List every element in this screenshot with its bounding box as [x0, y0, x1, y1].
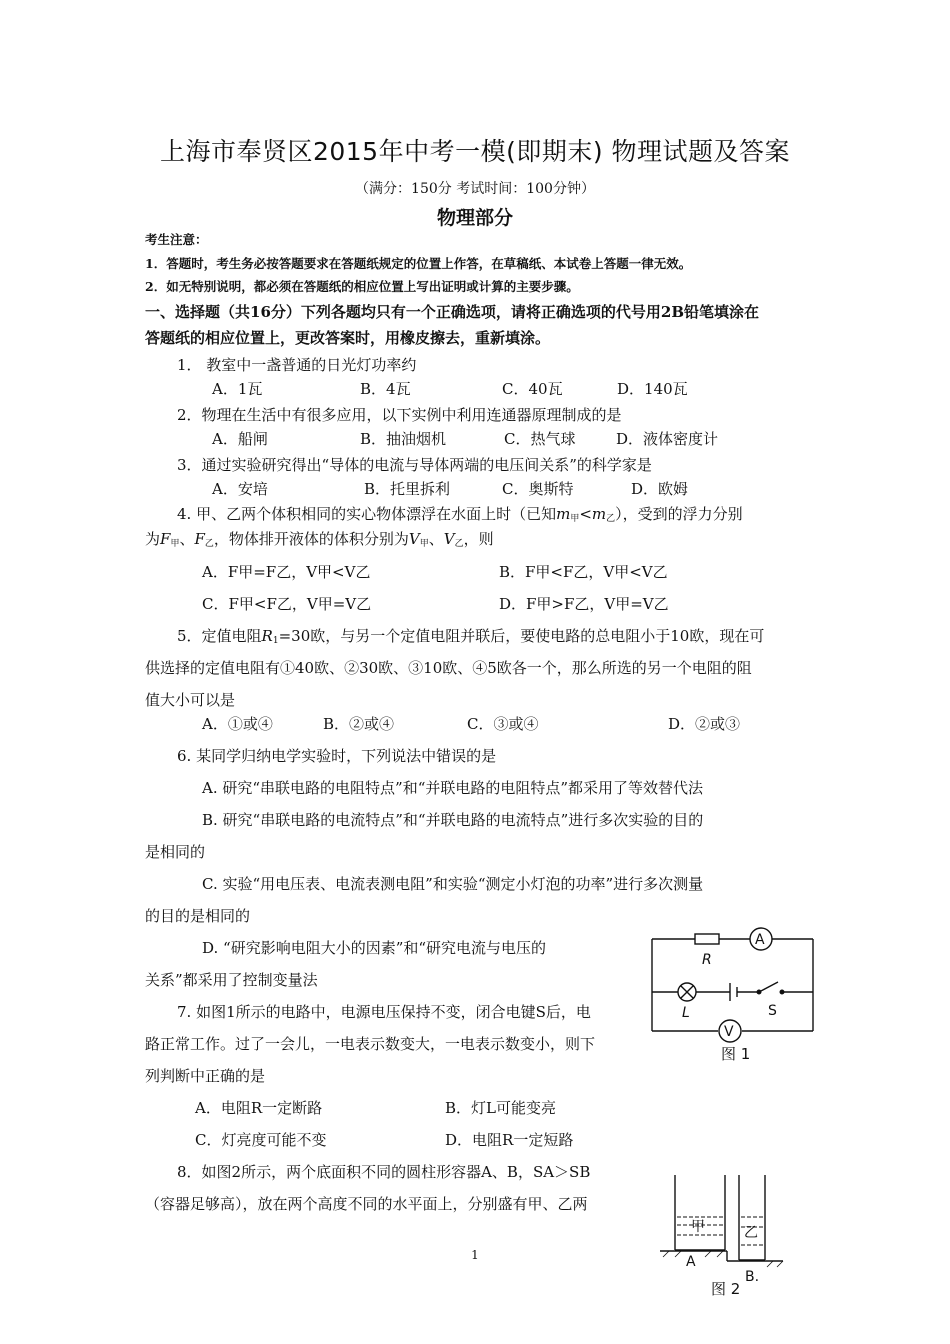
liquid-a-label: 甲 [691, 1219, 705, 1235]
q2-option-c: C．热气球 [504, 430, 576, 448]
q5-option-b: B．②或④ [323, 715, 395, 733]
switch-s-label: S [768, 1003, 777, 1019]
q7-option-a: A．电阻R一定断路 [195, 1099, 323, 1117]
q4-option-d: D．F甲>F乙，V甲=V乙 [499, 595, 669, 613]
q3-stem: 3．通过实验研究得出“导体的电流与导体两端的电压间关系”的科学家是 [177, 456, 652, 474]
exam-info: （满分：150分 考试时间：100分钟） [355, 181, 595, 197]
q6-option-b-line1: B. 研究“串联电路的电流特点”和“并联电路的电流特点”进行多次实验的目的 [202, 811, 704, 829]
q7-line2: 路正常工作。过了一会儿，一电表示数变大，一电表示数变小，则下 [145, 1035, 596, 1053]
q3-option-c: C．奥斯特 [502, 480, 574, 498]
q4-option-a: A．F甲=F乙，V甲<V乙 [202, 563, 371, 581]
q5-option-d: D．②或③ [668, 715, 741, 733]
switch-s-symbol [759, 982, 778, 992]
q5-option-c: C．③或④ [467, 715, 539, 733]
note-2: 2．如无特别说明，都必须在答题纸的相应位置上写出证明或计算的主要步骤。 [145, 279, 579, 294]
q2-option-b: B．抽油烟机 [360, 430, 447, 448]
resistor-r-symbol [695, 934, 719, 944]
q6-option-c-line2: 的目的是相同的 [145, 907, 251, 925]
container-a-label: A [686, 1254, 696, 1270]
page-title: 上海市奉贤区2015年中考一模(即期末) 物理试题及答案 [159, 137, 791, 166]
q2-option-a: A．船闸 [212, 430, 268, 448]
q5-line3: 值大小可以是 [145, 691, 236, 709]
ammeter-label: A [755, 932, 765, 948]
q8-line2: （容器足够高），放在两个高度不同的水平面上，分别盛有甲、乙两 [145, 1195, 588, 1213]
q6-option-b-line2: 是相同的 [145, 843, 206, 861]
figure-2-caption: 图 2 [711, 1280, 741, 1298]
voltmeter-label: V [724, 1024, 734, 1040]
resistor-r-label: R [702, 952, 712, 968]
q4-line1: 4. 甲、乙两个体积相同的实心物体漂浮在水面上时（已知$m_甲<m_乙$），受到的浮力分别 [177, 505, 743, 524]
q5-line1: 5．定值电阻$R_1=30$欧，与另一个定值电阻并联后，要使电路的总电阻小于10欧，现在可 [177, 627, 765, 646]
q1-option-a: A．1瓦 [212, 380, 263, 398]
q7-option-b: B．灯L可能变亮 [445, 1099, 556, 1117]
q5-line2: 供选择的定值电阻有①40欧、②30欧、③10欧、④5欧各一个，那么所选的另一个电阻的阻 [145, 659, 752, 677]
q4-line2: 为$F_甲$、$F_乙$，物体排开液体的体积分别为$V_甲$、$V_乙$，则 [145, 530, 494, 549]
q6-stem: 6. 某同学归纳电学实验时，下列说法中错误的是 [177, 747, 497, 765]
liquid-b-label: 乙 [744, 1225, 758, 1241]
lamp-l-label: L [682, 1005, 690, 1021]
q7-line3: 列判断中正确的是 [145, 1067, 266, 1085]
q3-option-a: A．安培 [212, 480, 268, 498]
part-heading: 物理部分 [436, 207, 513, 229]
figure-1-circuit [645, 925, 820, 1070]
note-1: 1．答题时，考生务必按答题要求在答题纸规定的位置上作答，在草稿纸、本试卷上答题一律无效。 [145, 256, 692, 271]
q6-option-c-line1: C. 实验“用电压表、电流表测电阻”和实验“测定小灯泡的功率”进行多次测量 [202, 875, 704, 893]
q2-stem: 2．物理在生活中有很多应用，以下实例中利用连通器原理制成的是 [177, 406, 622, 424]
q7-option-d: D．电阻R一定短路 [445, 1131, 574, 1149]
q8-line1: 8．如图2所示，两个底面积不同的圆柱形容器A、B，SA＞SB [177, 1163, 591, 1181]
q6-option-d-line1: D. “研究影响电阻大小的因素”和“研究电流与电压的 [202, 939, 547, 957]
figure-2-containers [655, 1165, 790, 1305]
q2-option-d: D．液体密度计 [616, 430, 719, 448]
q1-stem: 1． 教室中一盏普通的日光灯功率约 [177, 356, 417, 374]
q7-option-c: C．灯亮度可能不变 [195, 1131, 327, 1149]
q3-option-d: D．欧姆 [631, 480, 689, 498]
figure-1-caption: 图 1 [721, 1045, 751, 1063]
q4-option-c: C．F甲<F乙，V甲=V乙 [202, 595, 372, 613]
q6-option-d-line2: 关系”都采用了控制变量法 [145, 971, 318, 989]
section-heading-line1: 一、选择题（共16分）下列各题均只有一个正确选项，请将正确选项的代号用2B铅笔填涂在 [145, 303, 759, 321]
q3-option-b: B．托里拆利 [364, 480, 451, 498]
q4-option-b: B．F甲<F乙，V甲<V乙 [499, 563, 668, 581]
q6-option-a: A. 研究“串联电路的电阻特点”和“并联电路的电阻特点”都采用了等效替代法 [202, 779, 704, 797]
q1-option-b: B．4瓦 [360, 380, 411, 398]
q7-line1: 7. 如图1所示的电路中，电源电压保持不变，闭合电键S后，电 [177, 1003, 591, 1021]
container-b-label: B. [745, 1269, 760, 1285]
q5-option-a: A．①或④ [202, 715, 273, 733]
q1-option-c: C．40瓦 [502, 380, 563, 398]
notes-heading: 考生注意： [145, 232, 208, 247]
page-number: 1 [471, 1248, 479, 1262]
section-heading-line2: 答题纸的相应位置上，更改答案时，用橡皮擦去，重新填涂。 [145, 329, 551, 347]
q1-option-d: D．140瓦 [617, 380, 688, 398]
